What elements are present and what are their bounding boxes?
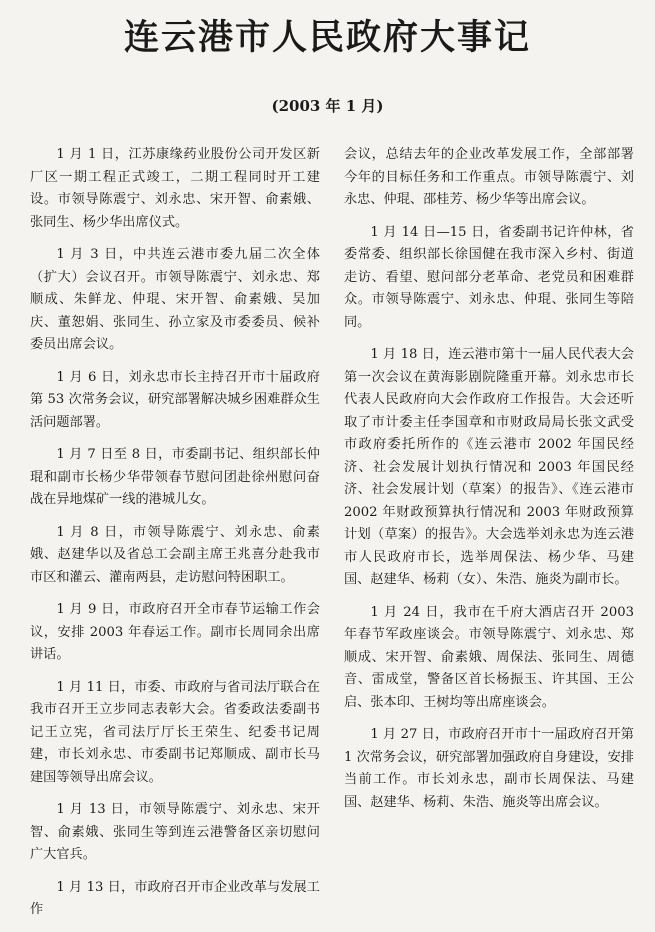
entry-paragraph: 1 月 18 日，连云港市第十一届人民代表大会第一次会议在黄海影剧院隆重开幕。刘永忠市长代表人民政府向大会作政府工作报告。大会还听取了市计委主任李国章和市财政局局长张文武受市政府委托所作的《连云港市 2002 年国民经济、社会发展计划执行情况和 2003 年国民经济、社会发展计划（草案）的报告》、《连云港市 2002 年财政预算执行情况和 2003 年财政预算计划（草案）的报告》。大会选举刘永忠为连云港市人民政府市长，选举周保法、杨少华、马建国、赵建华、杨莉（女）、朱浩、施炎为副市长。 (344, 347, 634, 587)
left-column (30, 144, 320, 932)
entry-paragraph: 1 月 1 日，江苏康缘药业股份公司开发区新厂区一期工程正式竣工，二期工程同时开工建设。市领导陈震宁、刘永忠、宋开智、俞素娥、张同生、杨少华出席仪式。 (30, 147, 320, 230)
entry-paragraph: 1 月 27 日，市政府召开市十一届政府召开第 1 次常务会议，研究部署加强政府自身建设，安排当前工作。市长刘永忠，副市长周保法、马建国、赵建华、杨莉、朱浩、施炎等出席会议。 (344, 727, 634, 810)
right-column (344, 144, 634, 824)
page-title: 连云港市人民政府大事记 (123, 18, 531, 58)
entry-paragraph: 1 月 24 日，我市在千府大酒店召开 2003 年春节军政座谈会。市领导陈震宁、刘永忠、郑顺成、宋开智、俞素娥、周保法、张同生、周德音、雷成堂，警备区首长杨振玉、许其国、王公启、张本印、王树均等出席座谈会。 (344, 604, 634, 710)
page-subtitle: (2003 年 1 月) (271, 97, 384, 115)
entry-paragraph: 1 月 11 日，市委、市政府与省司法厅联合在我市召开王立步同志表彰大会。省委政法委副书记王立宪，省司法厅厅长王荣生、纪委书记周建，市长刘永忠、市委副书记郑顺成、副市长马建国等领导出席会议。 (30, 679, 320, 785)
entry-paragraph: 1 月 8 日，市领导陈震宁、刘永忠、俞素娥、赵建华以及省总工会副主席王兆喜分赴我市市区和灌云、灌南两县，走访慰问特困职工。 (30, 524, 320, 585)
entry-paragraph: 1 月 3 日，中共连云港市委九届二次全体（扩大）会议召开。市领导陈震宁、刘永忠、郑顺成、朱鲜龙、仲琨、宋开智、俞素娥、吴加庆、董恕娟、张同生、孙立家及市委委员、候补委员出席会议。 (30, 247, 320, 352)
entry-paragraph: 1 月 9 日，市政府召开全市春节运输工作会议，安排 2003 年春运工作。副市长周同余出席讲话。 (30, 602, 320, 662)
entry-paragraph: 1 月 6 日，刘永忠市长主持召开市十届政府第 53 次常务会议，研究部署解决城乡困难群众生活问题部署。 (30, 369, 320, 430)
entry-paragraph: 1 月 13 日，市领导陈震宁、刘永忠、宋开智、俞素娥、张同生等到连云港警备区亲切慰问广大官兵。 (30, 802, 320, 862)
entry-paragraph: 1 月 7 日至 8 日，市委副书记、组织部长仲琨和副市长杨少华带领春节慰问团赴徐州慰问奋战在异地煤矿一线的港城儿女。 (30, 447, 320, 507)
entry-paragraph: 1 月 13 日，市政府召开市企业改革与发展工作 (30, 879, 320, 917)
entry-paragraph: 1 月 14 日—15 日，省委副书记许仲林，省委常委、组织部长徐国健在我市深入乡村、街道走访、看望、慰问部分老革命、老党员和困难群众。市领导陈震宁、刘永忠、仲琨、张同生等陪同。 (344, 224, 634, 330)
entry-paragraph-continued: 会议，总结去年的企业改革发展工作，全部部署今年的目标任务和工作重点。市领导陈震宁、刘永忠、仲琨、邵桂芳、杨少华等出席会议。 (344, 147, 634, 207)
